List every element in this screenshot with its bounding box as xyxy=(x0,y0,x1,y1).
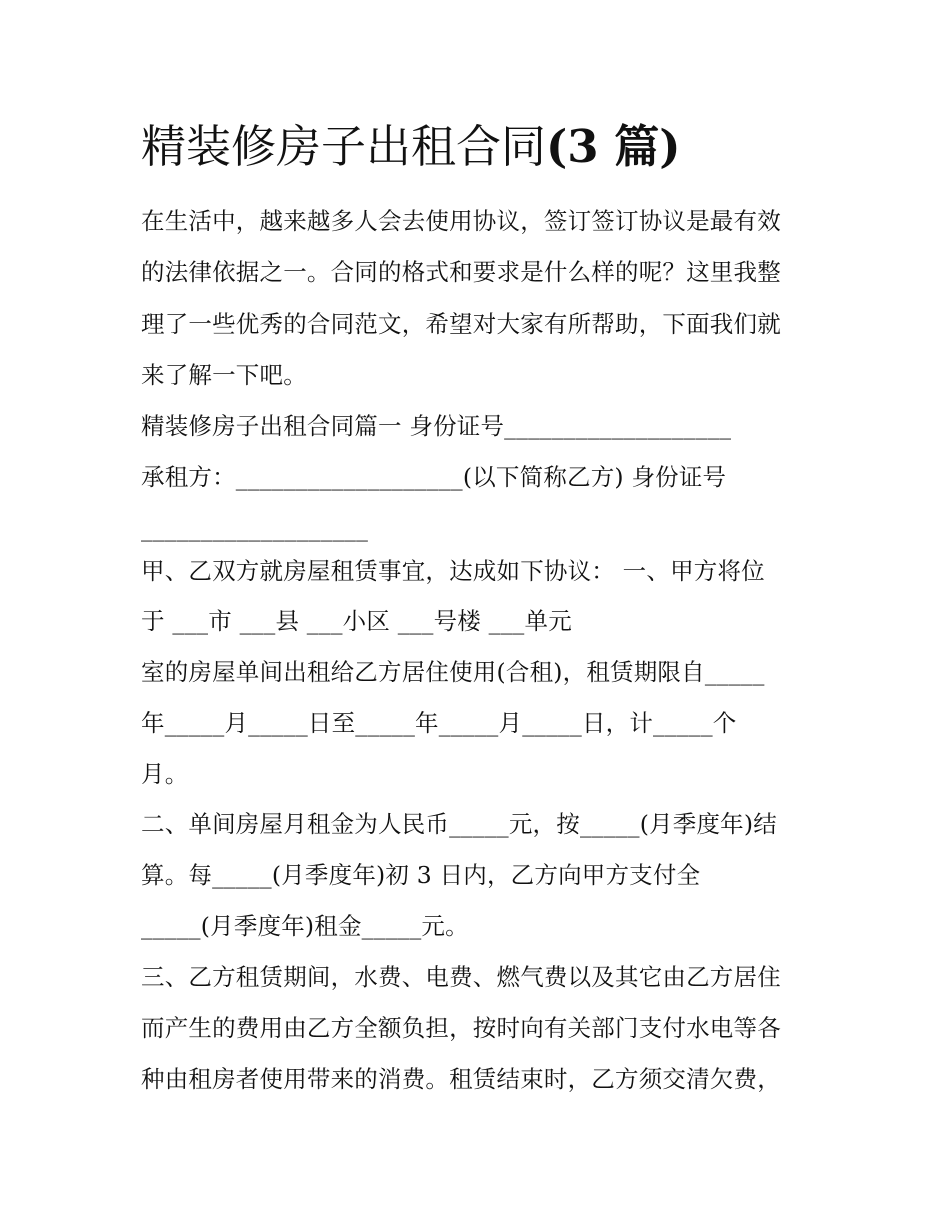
paragraph-line: 二、单间房屋月租金为人民币_____元，按_____(月季度年)结 xyxy=(141,810,777,838)
paragraph-line: 精装修房子出租合同篇一 身份证号___________________ xyxy=(141,412,732,440)
paragraph-line: 甲、乙双方就房屋租赁事宜，达成如下协议： 一、甲方将位 xyxy=(141,557,765,585)
paragraph-line: 来了解一下吧。 xyxy=(141,361,307,389)
paragraph-line: _____(月季度年)租金_____元。 xyxy=(141,912,469,940)
paragraph-line: 承租方：___________________(以下简称乙方) 身份证号 xyxy=(141,463,727,491)
title-suffix: (3 篇) xyxy=(546,120,681,173)
paragraph-line: ___________________ xyxy=(141,514,369,542)
paragraph-line: 的法律依据之一。合同的格式和要求是什么样的呢？这里我整 xyxy=(141,258,781,286)
paragraph-line: 三、乙方租赁期间，水费、电费、燃气费以及其它由乙方居住 xyxy=(141,963,781,991)
paragraph-line: 月。 xyxy=(141,760,189,788)
paragraph-line: 而产生的费用由乙方全额负担，按时向有关部门支付水电等各 xyxy=(141,1014,781,1042)
paragraph-line: 于 ___市 ___县 ___小区 ___号楼 ___单元 xyxy=(141,607,572,635)
paragraph-line: 在生活中，越来越多人会去使用协议，签订签订协议是最有效 xyxy=(141,207,781,235)
paragraph-line: 室的房屋单间出租给乙方居住使用(合租)，租赁期限自_____ xyxy=(141,658,765,686)
paragraph-line: 种由租房者使用带来的消费。租赁结束时，乙方须交清欠费， xyxy=(141,1065,781,1093)
document-title xyxy=(141,118,681,176)
paragraph-line: 算。每_____(月季度年)初 3 日内，乙方向甲方支付全 xyxy=(141,861,701,889)
title-main: 精装修房子出租合同 xyxy=(141,120,547,173)
paragraph-line: 年_____月_____日至_____年_____月_____日，计_____个 xyxy=(141,709,737,737)
paragraph-line: 理了一些优秀的合同范文，希望对大家有所帮助，下面我们就 xyxy=(141,310,781,338)
